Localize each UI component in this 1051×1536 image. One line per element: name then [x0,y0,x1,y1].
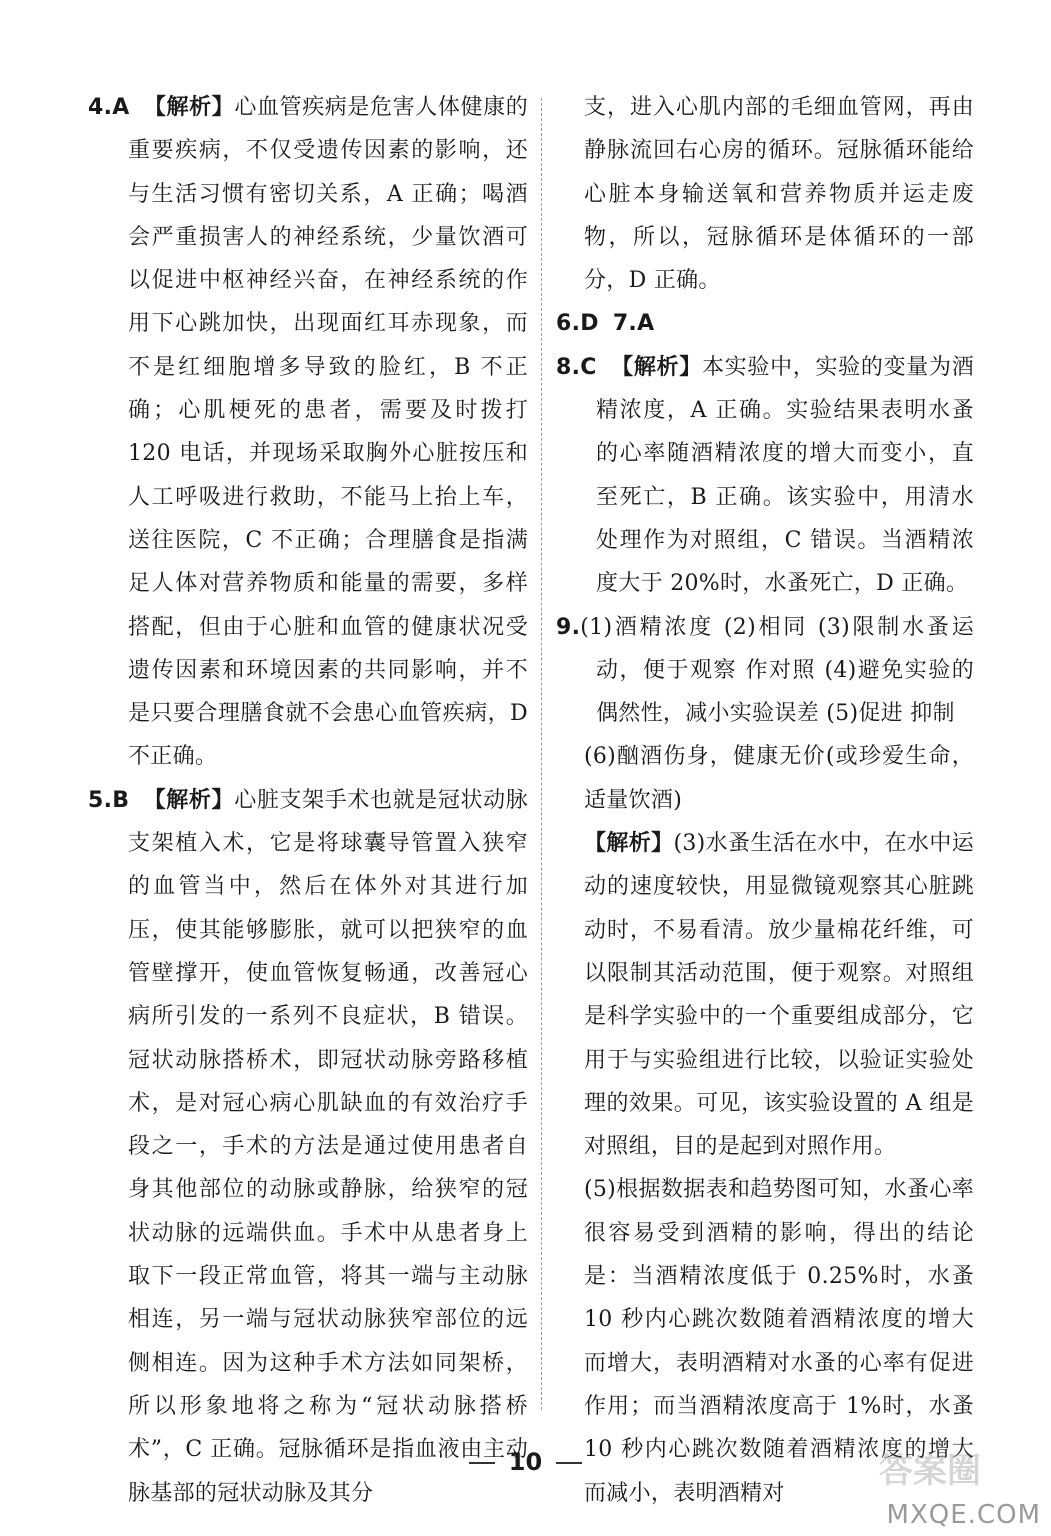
answer-item-4 [88,86,528,779]
left-column [88,86,528,1515]
watermark-text: MXQE.COM [886,1500,1041,1530]
answer-letter: A [637,311,655,337]
answer-letter: B [112,787,130,813]
answer-item-5-continued: 支，进入心肌内部的毛细血管网，再由静脉流回右心房的循环。冠脉循环能给心脏本身输送氧和营养物质并运走废物，所以，冠脉循环是体循环的一部分，D 正确。 [584,95,974,294]
answer-letter: D [580,311,599,337]
analysis-item-9-part-5: (5)根据数据表和趋势图可知，水蚤心率很容易受到酒精的影响，得出的结论是：当酒精浓度低于 0.25%时，水蚤 10 秒内心跳次数随着酒精浓度的增大而增大，表明酒精对水蚤的心率有促进作用；而当酒精浓度高于 1%时，水蚤 10 秒内心跳次数随着酒精浓度的增大而减小，表明酒精对 [584,1177,974,1506]
answer-item-8 [556,346,974,606]
right-column [556,86,974,1515]
answer-item-6-7 [556,302,974,345]
analysis-tag: 【解析】 [610,353,702,380]
footer-dash-left [469,1462,495,1464]
analysis-tag: 【解析】 [143,786,235,813]
answer-item-9-part-6: (6)酗酒伤身，健康无价(或珍爱生命，适量饮酒) [584,744,974,813]
question-number: 6. [556,311,581,337]
answer-text: (1)酒精浓度 (2)相同 (3)限制水蚤运动，便于观察 作对照 (4)避免实验的偶然性，减小实验误差 (5)促进 抑制 [580,614,974,727]
footer-dash-right [556,1462,582,1464]
analysis-text: 心血管疾病是危害人体健康的重要疾病，不仅受遗传因素的影响，还与生活习惯有密切关系，A 正确；喝酒会严重损害人的神经系统，少量饮酒可以促进中枢神经兴奋，在神经系统的作用下心跳加快，出现面红耳赤现象，而不是红细胞增多导致的脸红，B 不正确；心肌梗死的患者，需要及时拨打 120 电话，并现场采取胸外心脏按压和人工呼吸进行救助，不能马上抬上车，送往医院，C 不正确；合理膳食是指满足人体对营养物质和能量的需要，多样搭配，但由于心脏和血管的健康状况受遗传因素和环境因素的共同影响，并不是只要合理膳食就不会患心血管疾病，D 不正确。 [128,95,528,770]
question-number: 7. [612,311,638,337]
analysis-text: 心脏支架手术也就是冠状动脉支架植入术，它是将球囊导管置入狭窄的血管当中，然后在体外对其进行加压，使其能够膨胀，就可以把狭窄的血管壁撑开，使血管恢复畅通，改善冠心病所引发的一系列不良症状，B 错误。冠状动脉搭桥术，即冠状动脉旁路移植术，是对冠心病心肌缺血的有效治疗手段之一，手术的方法是通过使用患者自身其他部位的动脉或静脉，给狭窄的冠状动脉的远端供血。手术中从患者身上取下一段正常血管，将其一端与主动脉相连，另一端与冠状动脉狭窄部位的远侧相连。因为这种手术方法如同架桥，所以形象地将之称为“冠状动脉搭桥术”，C 正确。冠脉循环是指血液由主动脉基部的冠状动脉及其分 [128,787,529,1506]
question-number: 9. [556,614,581,640]
answer-item-9 [556,606,974,736]
question-number: 5. [88,787,113,813]
analysis-text: 本实验中，实验的变量为酒精浓度，A 正确。实验结果表明水蚤的心率随酒精浓度的增大而变小，直至死亡，B 正确。该实验中，用清水处理作为对照组，C 错误。当酒精浓度大于 20%时，水蚤死亡，D 正确。 [596,354,975,597]
watermark-label: 答案圈 [879,1451,981,1491]
analysis-tag: 【解析】 [143,94,235,120]
answer-letter: A [112,95,130,120]
analysis-text: (3)水蚤生活在水中，在水中运动的速度较快，用显微镜观察其心脏跳动时，不易看清。放少量棉花纤维，可以限制其活动范围，便于观察。对照组是科学实验中的一个重要组成部分，它用于与实验组进行比较，以验证实验处理的效果。可见，该实验设置的 A 组是对照组，目的是起到对照作用。 [584,831,974,1160]
analysis-tag: 【解析】 [584,830,674,857]
answer-item-5 [88,779,528,1515]
question-number: 8. [556,354,581,380]
column-divider [541,98,542,1410]
page-number: 10 [508,1448,543,1476]
analysis-item-9-part-3 [556,822,974,1168]
answer-letter: C [580,354,597,380]
question-number: 4. [88,95,113,120]
